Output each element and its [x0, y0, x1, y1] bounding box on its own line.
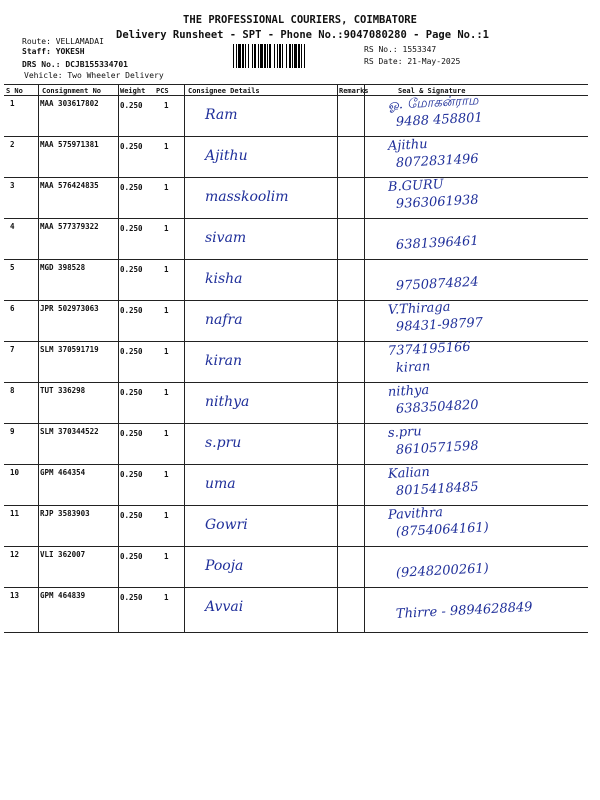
row-pcs: 1	[164, 142, 169, 151]
row-signature-name: V.Thiraga	[387, 299, 451, 318]
route: Route: VELLAMADAI	[22, 37, 104, 46]
row-sno: 1	[10, 99, 15, 108]
row-signature-phone: 9363061938	[395, 192, 479, 212]
row-consignment-no: MAA 577379322	[40, 222, 99, 231]
row-pcs: 1	[164, 224, 169, 233]
row-weight: 0.250	[120, 511, 143, 520]
row-pcs: 1	[164, 265, 169, 274]
col-sno: S No	[6, 87, 23, 95]
row-divider	[4, 546, 588, 547]
row-pcs: 1	[164, 388, 169, 397]
row-signature-phone: Thirre - 9894628849	[395, 599, 533, 622]
barcode	[233, 44, 351, 68]
row-consignment-no: SLM 370344522	[40, 427, 99, 436]
row-consignee-handwriting: s.pru	[205, 435, 242, 451]
row-signature-phone: (9248200261)	[395, 561, 490, 581]
row-sno: 2	[10, 140, 15, 149]
row-pcs: 1	[164, 306, 169, 315]
col-seal-signature: Seal & Signature	[398, 87, 466, 95]
row-pcs: 1	[164, 511, 169, 520]
row-weight: 0.250	[120, 429, 143, 438]
row-divider	[4, 218, 588, 219]
row-consignment-no: MAA 303617802	[40, 99, 99, 108]
row-divider	[4, 505, 588, 506]
row-pcs: 1	[164, 593, 169, 602]
row-consignee-handwriting: Ram	[205, 107, 238, 123]
row-weight: 0.250	[120, 347, 143, 356]
row-weight: 0.250	[120, 224, 143, 233]
row-consignment-no: MAA 575971381	[40, 140, 99, 149]
row-consignment-no: MAA 576424835	[40, 181, 99, 190]
row-signature-name: 7374195166	[387, 339, 471, 359]
row-sno: 8	[10, 386, 15, 395]
row-consignment-no: SLM 370591719	[40, 345, 99, 354]
runsheet-title: Delivery Runsheet - SPT - Phone No.:9047080280 - Page No.:1	[116, 29, 489, 41]
row-weight: 0.250	[120, 183, 143, 192]
row-sno: 11	[10, 509, 20, 518]
row-weight: 0.250	[120, 306, 143, 315]
row-consignee-handwriting: Gowri	[205, 517, 248, 533]
row-consignment-no: GPM 464354	[40, 468, 86, 477]
row-weight: 0.250	[120, 101, 143, 110]
row-pcs: 1	[164, 429, 169, 438]
row-weight: 0.250	[120, 142, 143, 151]
row-consignment-no: MGD 398528	[40, 263, 86, 272]
row-divider	[4, 382, 588, 383]
row-weight: 0.250	[120, 265, 143, 274]
row-consignee-handwriting: kiran	[205, 353, 243, 369]
row-signature-name: s.pru	[387, 424, 423, 441]
staff: Staff: YOKESH	[22, 47, 85, 56]
row-signature-phone: 9750874824	[395, 274, 479, 294]
col-consignee: Consignee Details	[188, 87, 260, 95]
row-consignment-no: TUT 336298	[40, 386, 86, 395]
row-signature-phone: 6383504820	[395, 397, 479, 417]
rs-number: RS No.: 1553347	[364, 45, 437, 54]
row-signature-phone: 8072831496	[395, 151, 479, 171]
row-sno: 9	[10, 427, 15, 436]
row-consignee-handwriting: uma	[205, 476, 236, 492]
row-consignment-no: VLI 362007	[40, 550, 86, 559]
row-sno: 6	[10, 304, 15, 313]
row-signature-name: ஓ. மோகன்ராம	[387, 93, 479, 113]
row-signature-phone: 6381396461	[395, 233, 479, 253]
row-signature-phone: (8754064161)	[395, 520, 490, 540]
row-consignment-no: RJP 3583903	[40, 509, 90, 518]
row-signature-phone: 9488 458801	[395, 110, 484, 130]
row-signature-name: B.GURU	[387, 177, 445, 195]
company-name: THE PROFESSIONAL COURIERS, COIMBATORE	[183, 14, 417, 26]
row-divider	[4, 587, 588, 588]
row-consignee-handwriting: nafra	[205, 312, 243, 328]
row-signature-name: Ajithu	[387, 136, 428, 154]
row-divider	[4, 423, 588, 424]
row-divider	[4, 632, 588, 633]
col-remarks: Remarks	[339, 87, 369, 95]
row-consignee-handwriting: Ajithu	[205, 148, 248, 164]
row-weight: 0.250	[120, 593, 143, 602]
row-consignee-handwriting: kisha	[205, 271, 243, 287]
row-pcs: 1	[164, 552, 169, 561]
row-sno: 3	[10, 181, 15, 190]
row-pcs: 1	[164, 347, 169, 356]
row-divider	[4, 136, 588, 137]
row-divider	[4, 464, 588, 465]
row-weight: 0.250	[120, 552, 143, 561]
row-signature-phone: 8610571598	[395, 438, 479, 458]
vehicle: Vehicle: Two Wheeler Delivery	[24, 71, 164, 80]
row-consignee-handwriting: nithya	[205, 394, 250, 410]
col-pcs: PCS	[156, 87, 169, 95]
row-signature-phone: 8015418485	[395, 479, 479, 499]
row-signature-name: Pavithra	[387, 505, 444, 523]
row-sno: 5	[10, 263, 15, 272]
row-sno: 12	[10, 550, 20, 559]
row-consignment-no: GPM 464839	[40, 591, 86, 600]
row-pcs: 1	[164, 101, 169, 110]
row-consignee-handwriting: Avvai	[205, 599, 244, 615]
row-pcs: 1	[164, 183, 169, 192]
row-signature-name: nithya	[387, 382, 430, 400]
col-weight: Weight	[120, 87, 146, 95]
row-divider	[4, 177, 588, 178]
row-divider	[4, 259, 588, 260]
row-divider	[4, 341, 588, 342]
row-divider	[4, 300, 588, 301]
row-sno: 4	[10, 222, 15, 231]
rs-date: RS Date: 21-May-2025	[364, 57, 461, 66]
row-signature-phone: kiran	[395, 359, 431, 376]
row-signature-phone: 98431-98797	[395, 315, 484, 335]
row-weight: 0.250	[120, 470, 143, 479]
row-consignee-handwriting: Pooja	[205, 558, 244, 574]
row-consignee-handwriting: sivam	[205, 230, 247, 246]
row-consignee-handwriting: masskoolim	[205, 189, 289, 205]
row-consignment-no: JPR 502973063	[40, 304, 99, 313]
row-signature-name: Kalian	[387, 464, 431, 482]
row-sno: 10	[10, 468, 20, 477]
row-sno: 13	[10, 591, 20, 600]
row-sno: 7	[10, 345, 15, 354]
drs-number: DRS No.: DCJB155334701	[22, 60, 128, 69]
row-pcs: 1	[164, 470, 169, 479]
col-consignment: Consignment No	[42, 87, 102, 95]
row-weight: 0.250	[120, 388, 143, 397]
